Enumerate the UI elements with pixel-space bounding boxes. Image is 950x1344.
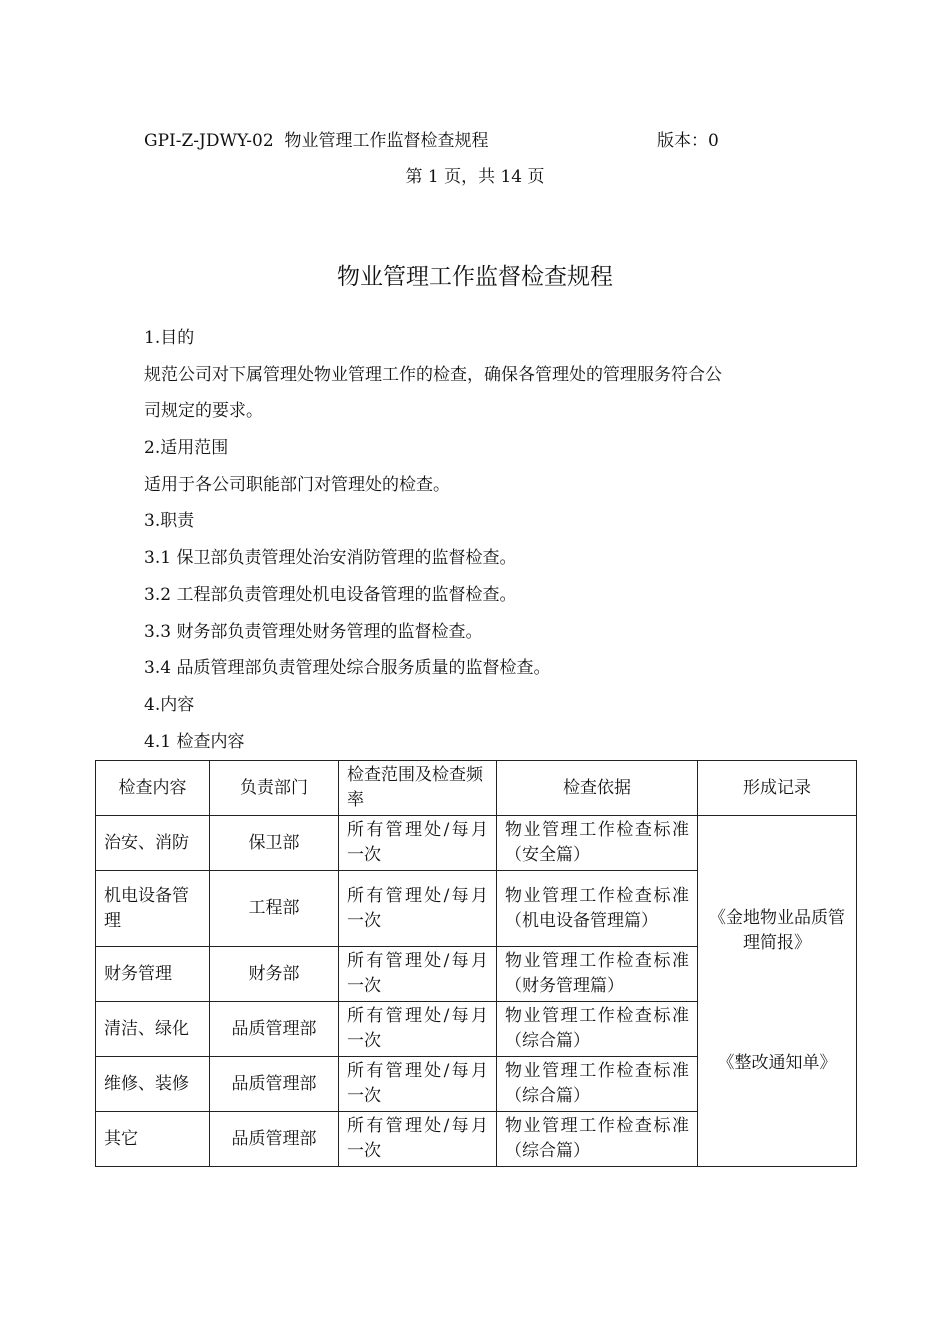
cell-records [698,816,857,1167]
paragraph-line: 3.3 财务部负责管理处财务管理的监督检查。 [144,621,483,642]
cell-scope: 所有管理处/每月一次 [339,1112,497,1167]
record-quality-report: 《金地物业品质管理简报》 [709,908,845,953]
record-rectification-notice: 《整改通知单》 [717,1053,837,1073]
cell-dept: 保卫部 [210,816,339,871]
cell-scope: 所有管理处/每月一次 [339,1057,497,1112]
cell-basis: 物业管理工作检查标准（综合篇） [497,1057,698,1112]
section-heading: 1.目的 [144,328,195,348]
column-header: 形成记录 [698,761,857,816]
paragraph-line: 司规定的要求。 [144,401,263,422]
paragraph-line: 3.2 工程部负责管理处机电设备管理的监督检查。 [144,584,517,605]
section-heading: 2.适用范围 [144,438,229,459]
table-row [96,816,857,871]
cell-scope: 所有管理处/每月一次 [339,871,497,947]
table-header-row [96,761,857,816]
header-doc-id [144,126,489,151]
paragraph-line: 3.4 品质管理部负责管理处综合服务质量的监督检查。 [144,658,551,679]
cell-content: 机电设备管理 [96,871,210,947]
document-body [144,320,814,760]
cell-basis: 物业管理工作检查标准（安全篇） [497,816,698,871]
column-header: 负责部门 [210,761,339,816]
inspection-table [95,760,857,1167]
cell-scope: 所有管理处/每月一次 [339,947,497,1002]
cell-dept: 财务部 [210,947,339,1002]
section-heading: 4.内容 [144,694,195,715]
cell-dept: 品质管理部 [210,1112,339,1167]
cell-dept: 工程部 [210,871,339,947]
cell-content: 财务管理 [96,947,210,1002]
cell-basis: 物业管理工作检查标准（综合篇） [497,1112,698,1167]
column-header: 检查依据 [497,761,698,816]
column-header: 检查范围及检查频率 [339,761,497,816]
paragraph-line: 规范公司对下属管理处物业管理工作的检查，确保各管理处的管理服务符合公 [144,364,722,385]
cell-basis: 物业管理工作检查标准（财务管理篇） [497,947,698,1002]
header-page-info: 第 1 页，共 14 页 [405,167,545,187]
cell-dept: 品质管理部 [210,1057,339,1112]
cell-dept: 品质管理部 [210,1002,339,1057]
cell-content: 维修、装修 [96,1057,210,1112]
cell-scope: 所有管理处/每月一次 [339,816,497,871]
cell-scope: 所有管理处/每月一次 [339,1002,497,1057]
cell-basis: 物业管理工作检查标准（综合篇） [497,1002,698,1057]
cell-content: 其它 [96,1112,210,1167]
paragraph-line: 适用于各公司职能部门对管理处的检查。 [144,474,450,495]
column-header: 检查内容 [96,761,210,816]
subsection-heading: 4.1 检查内容 [144,731,245,752]
cell-basis: 物业管理工作检查标准（机电设备管理篇） [497,871,698,947]
section-heading: 3.职责 [144,511,195,532]
document-title: 物业管理工作监督检查规程 [337,264,613,290]
header-doc-name: 物业管理工作监督检查规程 [284,131,489,151]
cell-content: 清洁、绿化 [96,1002,210,1057]
cell-content: 治安、消防 [96,816,210,871]
paragraph-line: 3.1 保卫部负责管理处治安消防管理的监督检查。 [144,548,517,569]
header-doc-code: GPI-Z-JDWY-02 [144,131,274,151]
header-version: 版本：0 [657,131,719,151]
